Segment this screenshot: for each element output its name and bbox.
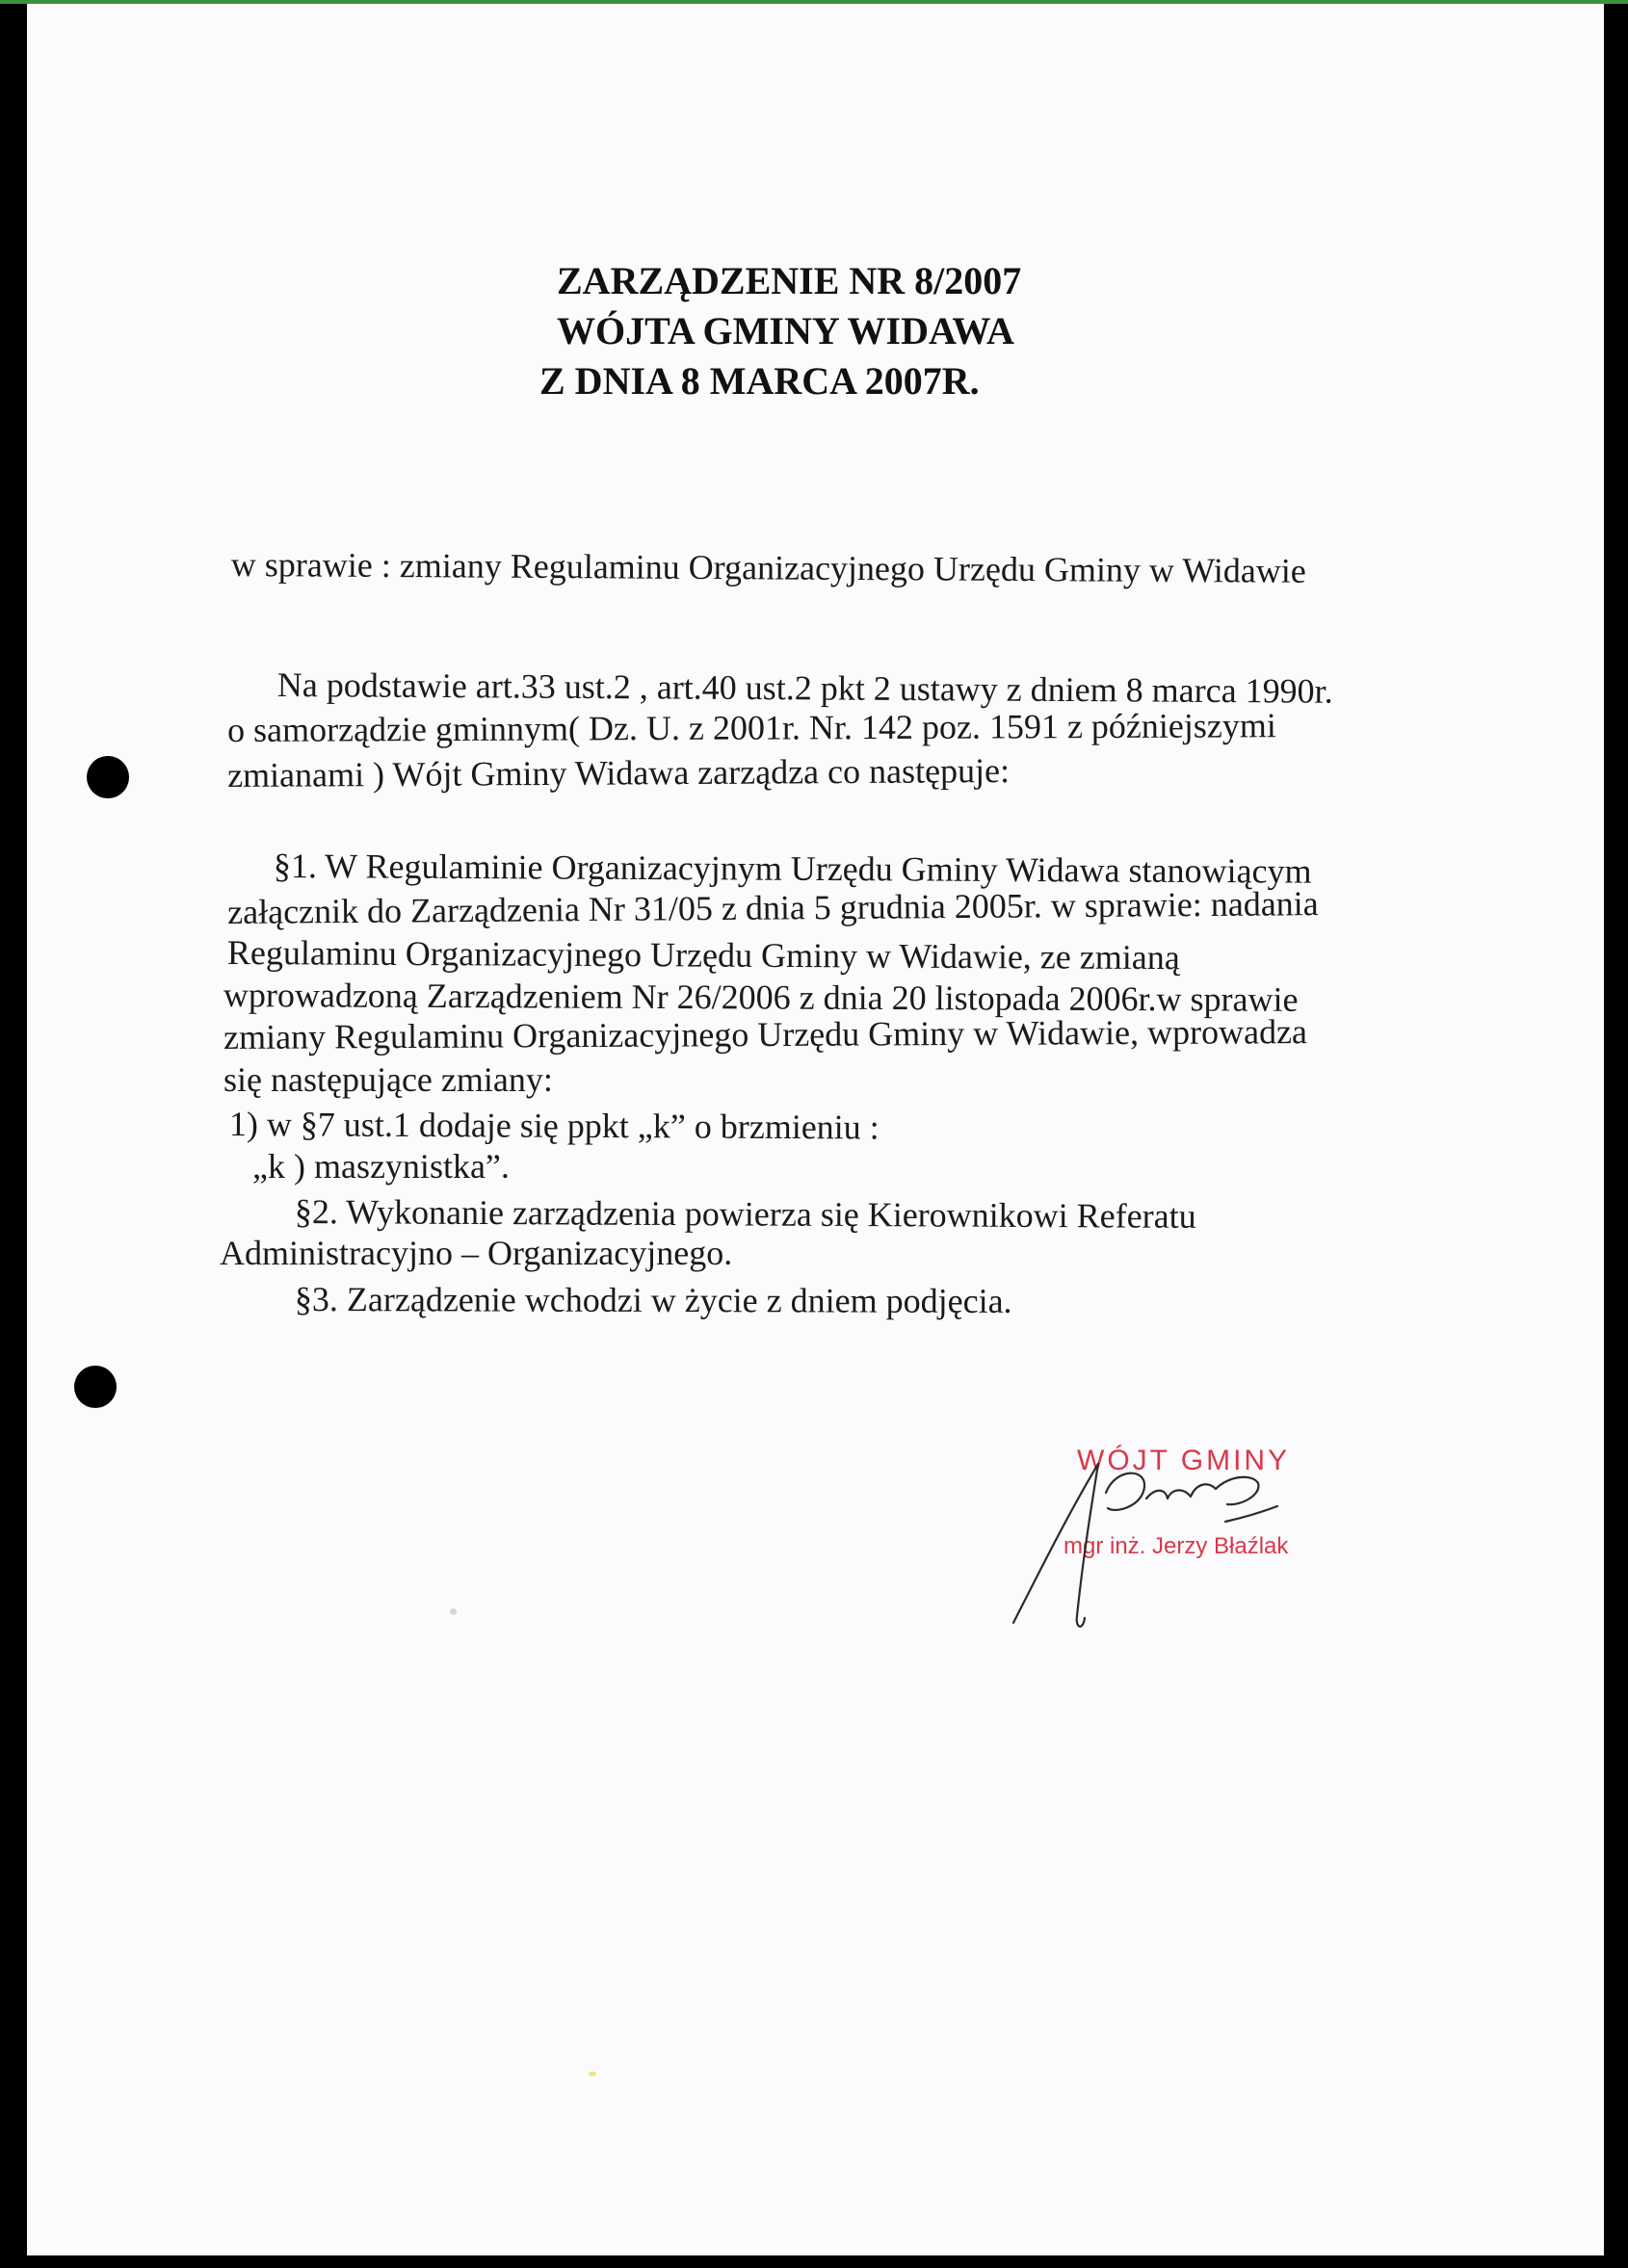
section1-line: zmiany Regulaminu Organizacyjnego Urzędu Gminy w Widawie, wprowadza [223,1012,1308,1056]
scan-speck [450,1608,457,1615]
stamp-title: WÓJT GMINY [1077,1445,1291,1476]
section1-line: się następujące zmiany: [223,1060,553,1099]
section1-line: §1. W Regulaminie Organizacyjnym Urzędu Gminy Widawa stanowiącym [273,847,1312,891]
section1-line: wprowadzoną Zarządzeniem Nr 26/2006 z dnia 20 listopada 2006r.w sprawie [223,976,1299,1019]
section1-item: 1) w §7 ust.1 dodaje się ppkt „k” o brzmieniu : [228,1105,880,1147]
section1-line: załącznik do Zarządzenia Nr 31/05 z dnia 5 grudnia 2005r. w sprawie: nadania [227,884,1319,931]
section1-line: Regulaminu Organizacyjnego Urzędu Gminy w Widawie, ze zmianą [226,933,1180,978]
document-title-line3: Z DNIA 8 MARCA 2007R. [539,359,980,403]
section1-item-value: „k ) maszynistka”. [252,1147,510,1186]
punch-hole [74,1366,117,1408]
section2-line: §2. Wykonanie zarządzenia powierza się Kierownikowi Referatu [294,1192,1196,1236]
preamble-line: o samorządzie gminnym( Dz. U. z 2001r. Nr. 142 poz. 1591 z późniejszymi [227,706,1276,749]
preamble-line: Na podstawie art.33 ust.2 , art.40 ust.2 pkt 2 ustawy z dniem 8 marca 1990r. [276,665,1333,711]
document-title-line2: WÓJTA GMINY WIDAWA [557,309,1014,352]
preamble-line: zmianami ) Wójt Gminy Widawa zarządza co następuje: [227,751,1011,795]
scan-speck [589,2072,596,2076]
section3-line: §3. Zarządzenie wchodzi w życie z dniem podjęcia. [294,1280,1012,1320]
document-title-line1: ZARZĄDZENIE NR 8/2007 [557,259,1022,302]
document-subject: w sprawie : zmiany Regulaminu Organizacyjnego Urzędu Gminy w Widawie [230,545,1306,590]
signature [1002,1425,1329,1656]
stamp-name: mgr inż. Jerzy Błaźlak [1063,1533,1289,1559]
section2-line: Administracyjno – Organizacyjnego. [220,1234,733,1272]
punch-hole [87,756,129,798]
